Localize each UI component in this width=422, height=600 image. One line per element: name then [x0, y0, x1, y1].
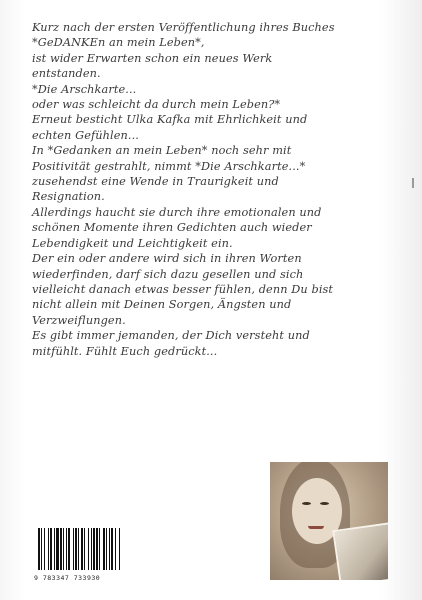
blurb-line: Allerdings haucht sie durch ihre emotionalen und	[32, 205, 322, 219]
blurb-text	[32, 20, 398, 359]
blurb-line: entstanden.	[32, 67, 101, 81]
blurb-line: echten Gefühlen...	[32, 128, 139, 142]
blurb-line: *Die Arschkarte...	[32, 82, 137, 96]
blurb-line: In *Gedanken an mein Leben* noch sehr mit	[32, 144, 292, 158]
blurb-line: *GeDANKEn an mein Leben*,	[32, 36, 205, 50]
blurb-line: vielleicht danach etwas besser fühlen, denn Du bist	[32, 282, 334, 296]
blurb-line: Lebendigkeit und Leichtigkeit ein.	[32, 236, 233, 250]
blurb-line: Resignation.	[32, 190, 105, 204]
blurb-line: Es gibt immer jemanden, der Dich versteht und	[32, 329, 310, 343]
blurb-line: Kurz nach der ersten Veröffentlichung ihres Buches	[32, 21, 335, 34]
blurb-line: schönen Momente ihren Gedichten auch wieder	[32, 221, 312, 235]
author-portrait-image	[270, 462, 388, 580]
blurb-line: ist wider Erwarten schon ein neues Werk	[32, 51, 273, 65]
blurb-line: mitfühlt. Fühlt Euch gedrückt...	[32, 344, 218, 358]
edge-mark	[412, 178, 414, 188]
blurb-line: oder was schleicht da durch mein Leben?*	[32, 98, 281, 112]
blurb-line: zusehendst eine Wende in Traurigkeit und	[32, 175, 279, 189]
blurb-line: Verzweiflungen.	[32, 313, 126, 327]
blurb-line: Der ein oder andere wird sich in ihren Worten	[32, 252, 302, 266]
blurb-line: Erneut besticht Ulka Kafka mit Ehrlichkeit und	[32, 113, 308, 127]
barcode-bars	[34, 528, 166, 572]
blurb-line: Positivität gestrahlt, nimmt *Die Arschkarte...*	[32, 159, 306, 173]
isbn-digits: 9 783347 733930	[34, 574, 101, 582]
blurb-line: nicht allein mit Deinen Sorgen, Ängsten und	[32, 298, 292, 312]
inset-photo	[332, 522, 388, 580]
blurb-line: wiederfinden, darf sich dazu gesellen und sich	[32, 267, 304, 281]
